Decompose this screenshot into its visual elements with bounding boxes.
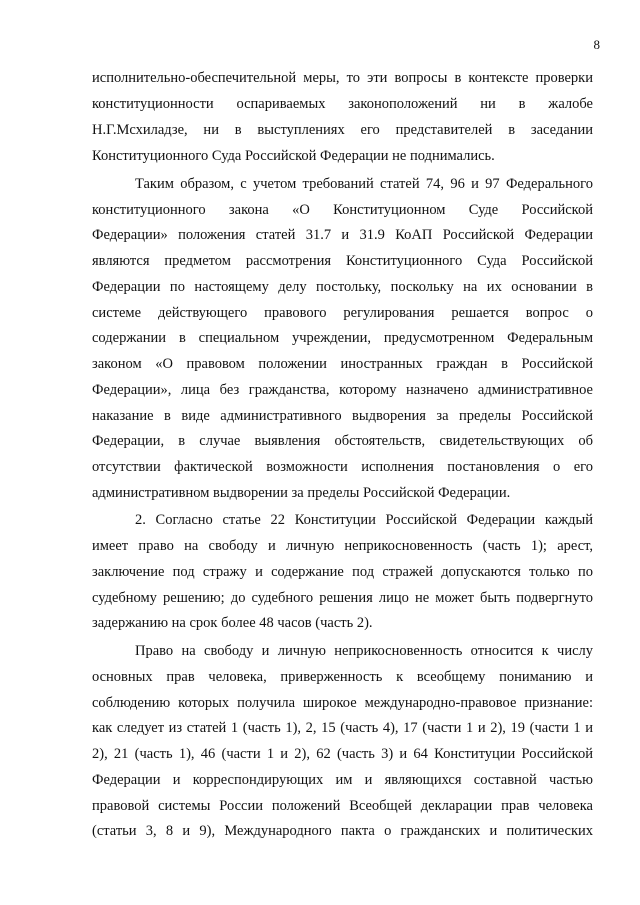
text-line: конституционности оспариваемых законоположений ни в жалобе xyxy=(92,96,593,112)
text-line: являются предметом рассмотрения Конституционного Суда Российской xyxy=(92,253,593,269)
text-line: отсутствии фактической возможности исполнения постановления о его xyxy=(92,459,593,475)
text-line: заключение под стражу и содержание под стражей допускаются только по xyxy=(92,564,593,580)
text-line: основных прав человека, приверженность к всеобщему пониманию и xyxy=(92,669,593,685)
text-line: задержанию на срок более 48 часов (часть 2). xyxy=(92,615,373,631)
text-line: Н.Г.Мсхиладзе, ни в выступлениях его представителей в заседании xyxy=(92,122,593,138)
page-number: 8 xyxy=(593,37,600,52)
text-line: (статьи 3, 8 и 9), Международного пакта о гражданских и политических xyxy=(92,823,593,839)
text-line: как следует из статей 1 (часть 1), 2, 15 (часть 4), 17 (части 1 и 2), 19 (части 1 и xyxy=(92,720,593,736)
text-line: законом «О правовом положении иностранных граждан в Российской xyxy=(92,356,593,372)
text-line: имеет право на свободу и личную неприкосновенность (часть 1); арест, xyxy=(92,538,593,554)
text-line: Федерации» положения статей 31.7 и 31.9 КоАП Российской Федерации xyxy=(92,227,593,243)
text-line: судебному решению; до судебного решения лицо не может быть подвергнуто xyxy=(92,590,593,606)
text-line: содержании в специальном учреждении, предусмотренном Федеральным xyxy=(92,330,593,346)
text-line: 2. Согласно статье 22 Конституции Российской Федерации каждый xyxy=(135,512,593,528)
text-line: исполнительно-обеспечительной меры, то эти вопросы в контексте проверки xyxy=(92,70,593,86)
text-line: Право на свободу и личную неприкосновенность относится к числу xyxy=(135,643,593,659)
text-line: Конституционного Суда Российской Федерации не поднимались. xyxy=(92,148,495,164)
text-line: 2), 21 (часть 1), 46 (части 1 и 2), 62 (часть 3) и 64 Конституции Российской xyxy=(92,746,593,762)
text-line: Федерации», лица без гражданства, которому назначено административное xyxy=(92,382,593,398)
text-line: Федерации, в случае выявления обстоятельств, свидетельствующих об xyxy=(92,433,593,449)
text-line: системе действующего правового регулирования решается вопрос о xyxy=(92,305,593,321)
text-line: правовой системы России положений Всеобщей декларации прав человека xyxy=(92,798,593,814)
text-line: конституционного закона «О Конституционном Суде Российской xyxy=(92,202,593,218)
text-line: наказание в виде административного выдворения за пределы Российской xyxy=(92,408,593,424)
text-line: Федерации и корреспондирующих им и являющихся составной частью xyxy=(92,772,593,788)
text-line: соблюдению которых получила широкое международно-правовое признание: xyxy=(92,695,593,711)
text-line: Таким образом, с учетом требований статей 74, 96 и 97 Федерального xyxy=(135,176,593,192)
text-line: административном выдворении за пределы Российской Федерации. xyxy=(92,485,511,501)
text-line: Федерации по настоящему делу постольку, поскольку на их основании в xyxy=(92,279,593,295)
